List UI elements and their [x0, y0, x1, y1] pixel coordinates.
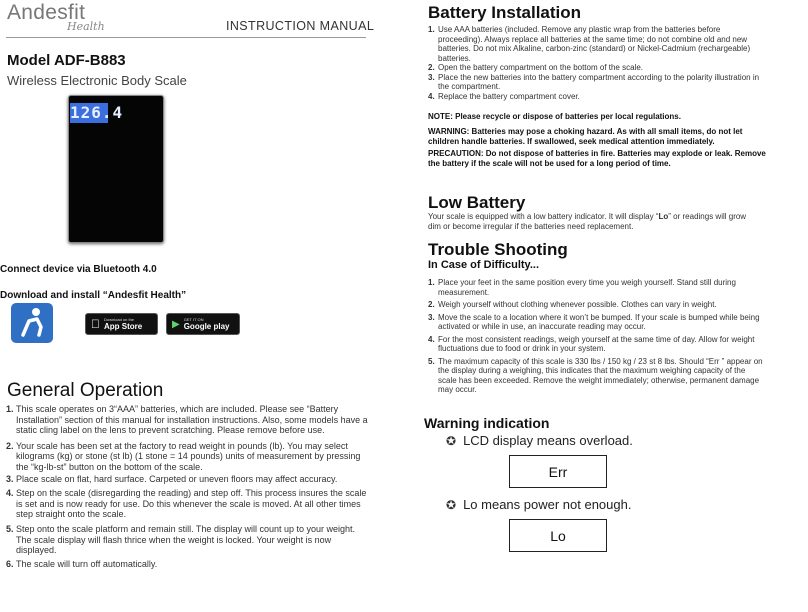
err-display-box: Err — [509, 455, 607, 488]
list-item: 1. Place your feet in the same position every time you weigh yourself. Stand still during measurement. — [428, 278, 736, 297]
star-bullet-icon: ✪ — [446, 434, 457, 448]
list-item: 4. Replace the battery compartment cover. — [428, 91, 580, 101]
google-play-icon: ▶ — [172, 318, 180, 330]
scale-lcd-display: 126.4 — [70, 103, 124, 122]
list-item: 5. Step onto the scale platform and remain still. The display will count up to your weight. The scale display will flash thrice when the weight is locked. Your weight is now displayed. — [6, 523, 356, 556]
list-item: 3. Place the new batteries into the battery compartment according to the polarity illustration in the compartment. — [428, 72, 760, 91]
list-item: 5. The maximum capacity of this scale is 330 lbs / 150 kg / 23 st 8 lbs. Should “Err ” appear on the display during a weighing, this indicates that the maximum weighing capacity of the scale has been exceeded. Remove the weight immediately; otherwise, permanent damage may occur. — [428, 356, 763, 394]
overload-item — [446, 433, 633, 448]
list-item: 3. Move the scale to a location where it won’t be bumped. If your scale is bumped while being activated or while in use, an inaccurate reading may occur. — [428, 312, 760, 331]
list-item: 2. Weigh yourself without clothing whenever possible. Clothes can vary in weight. — [428, 300, 717, 309]
trouble-shooting-title: Trouble Shooting — [428, 240, 568, 259]
list-item: 2. Open the battery compartment on the bottom of the scale. — [428, 63, 644, 72]
andesfit-app-icon[interactable] — [11, 303, 53, 343]
list-item: 4. For the most consistent readings, weigh yourself at the same time of day. Allow for weight fluctuations due to food or drink in your system. — [428, 334, 755, 353]
general-operation-title: General Operation — [7, 380, 164, 401]
google-play-badge[interactable] — [166, 313, 240, 335]
list-item: 1. Use AAA batteries (included. Remove any plastic wrap from the batteries before proceeding). Always replace all batteries at the same time; do not combine old and new batteries. Do not mix Alkaline, carbon-zinc (standard) or Nickel-Cadmium (rechargeable) batteries. — [428, 25, 751, 63]
model-title: Model ADF-B883 — [7, 52, 126, 69]
manual-title: INSTRUCTION MANUAL — [226, 19, 375, 33]
low-battery-title: Low Battery — [428, 193, 526, 212]
general-operation-list — [6, 404, 368, 569]
lo-display-box: Lo — [509, 519, 607, 552]
trouble-shooting-subtitle: In Case of Difficulty... — [428, 259, 540, 271]
battery-installation-list — [428, 25, 764, 101]
apple-icon — [91, 317, 100, 331]
battery-warning: WARNING: Batteries may pose a choking hazard. As with all small items, do not let children handle batteries. If swallowed, seek medical attention immediately. — [428, 127, 743, 146]
google-play-small-text: GET IT ON — [183, 317, 204, 322]
app-store-small-text: Download on the — [95, 317, 126, 322]
low-battery-text: Your scale is equipped with a low battery indicator. It will display “Lo” or readings will grow dim or become irregular if the batteries need replacement. — [428, 212, 747, 231]
list-item: 1. This scale operates on 3“AAA” batteries, which are included. Please see “Battery Installation” section of this manual for installation instructions. Also, some models have a static cling label on the lens to prevent scratching. Please remove before use. — [6, 404, 368, 436]
star-bullet-icon: ✪ — [446, 498, 457, 512]
list-item: 2. Your scale has been set at the factory to read weight in pounds (lb). You may select kilograms (kg) or stone (st lb) (1 stone = 14 pounds) units of measurement by pressing the “kg-lb-st” button on the bottom of the scale. — [6, 440, 361, 472]
battery-note: NOTE: Please recycle or dispose of batteries per local regulations. — [428, 112, 681, 121]
low-power-item — [446, 497, 631, 512]
model-subtitle: Wireless Electronic Body Scale — [7, 73, 187, 88]
low-power-text: Lo means power not enough. — [463, 497, 632, 512]
battery-installation-title: Battery Installation — [428, 3, 582, 22]
list-item: 3. Place scale on flat, hard surface. Carpeted or uneven floors may affect accuracy. — [6, 473, 338, 484]
app-store-badge[interactable] — [85, 313, 158, 335]
brand-sub: Health — [67, 20, 105, 33]
google-play-text: Google play — [183, 322, 230, 331]
brand-logo — [7, 1, 117, 35]
bluetooth-text: Connect device via Bluetooth 4.0 — [0, 264, 157, 275]
list-item: 6. The scale will turn off automatically. — [6, 558, 158, 569]
trouble-shooting-list — [428, 278, 766, 395]
scale-image — [68, 95, 164, 243]
brand-name: Andesfit — [7, 1, 86, 24]
warning-indication-title: Warning indication — [424, 415, 550, 431]
app-store-text: App Store — [95, 322, 134, 331]
header-rule — [6, 37, 366, 38]
overload-text: LCD display means overload. — [463, 433, 633, 448]
battery-precaution: PRECAUTION: Do not dispose of batteries in fire. Batteries may explode or leak. Remove the battery if the scale will not be used for a long period of time. — [428, 149, 766, 168]
app-figure-icon — [11, 303, 53, 343]
download-text: Download and install “Andesfit Health” — [0, 290, 187, 301]
list-item: 4. Step on the scale (disregarding the reading) and step off. This process insures the scale is set and is now ready for use. Do this whenever the scale is moved. At all other times step straight onto the scale. — [6, 488, 367, 520]
